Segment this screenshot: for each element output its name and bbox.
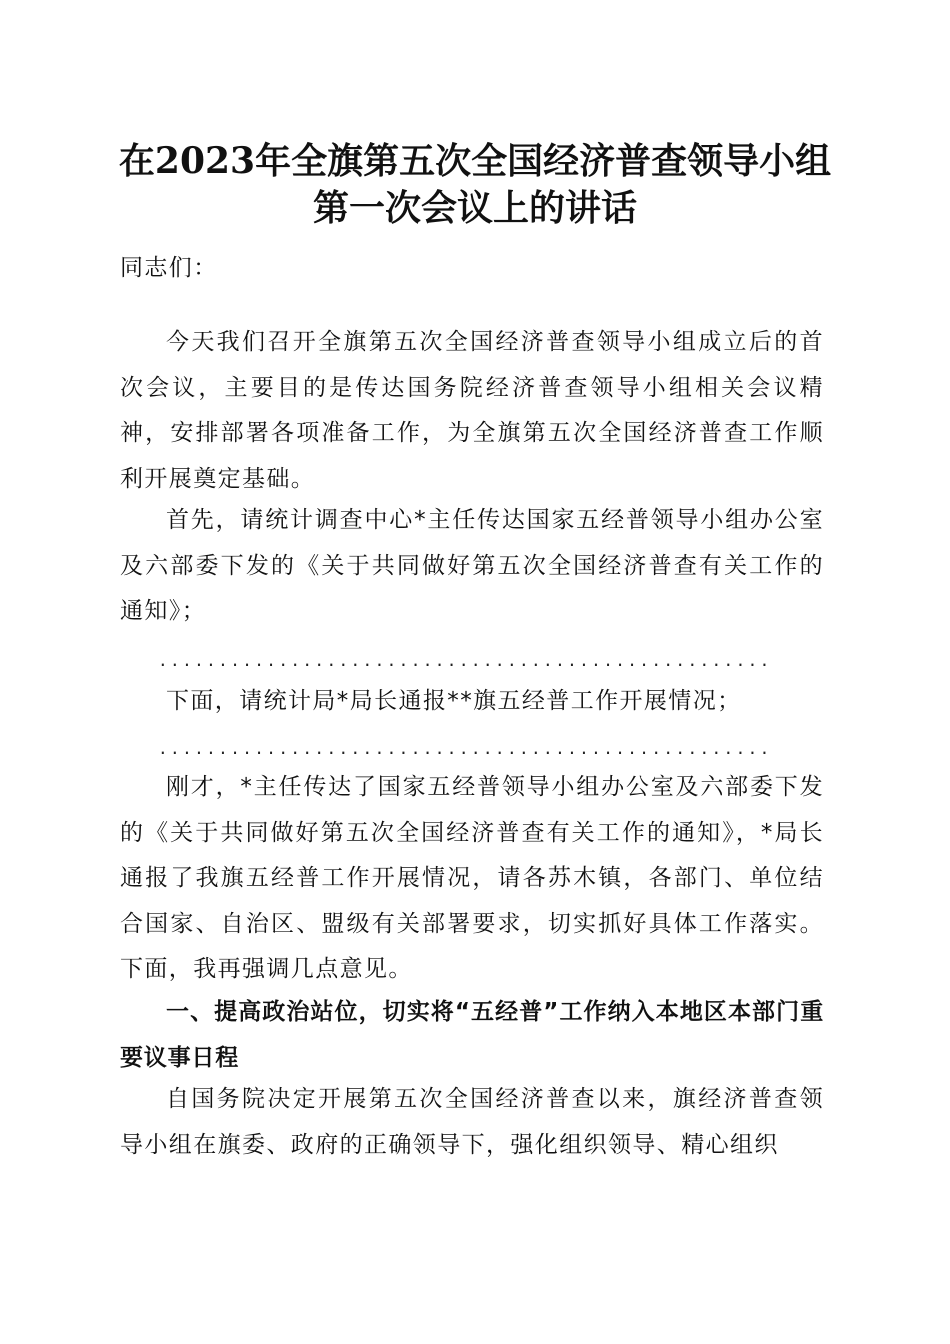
- paragraph-second-agenda: 下面，请统计局*局长通报**旗五经普工作开展情况；: [166, 688, 742, 714]
- section-heading-1: 一、提高政治站位，切实将“五经普”工作纳入本地区本部门重要议事日程: [120, 999, 824, 1071]
- ellipsis-separator-2: ...................................................: [158, 743, 772, 755]
- ellipsis-separator-1: ...................................................: [158, 655, 772, 667]
- paragraph-opening: 今天我们召开全旗第五次全国经济普查领导小组成立后的首次会议，主要目的是传达国务院经济普查领导小组相关会议精神，安排部署各项准备工作，为全旗第五次全国经济普查工作顺利开展奠定基础。: [120, 329, 824, 492]
- salutation: 同志们：: [120, 255, 218, 281]
- paragraph-summary: 刚才，*主任传达了国家五经普领导小组办公室及六部委下发的《关于共同做好第五次全国经济普查有关工作的通知》，*局长通报了我旗五经普工作开展情况，请各苏木镇，各部门、单位结合国家、自治区、盟级有关部署要求，切实抓好具体工作落实。下面，我再强调几点意见。: [120, 774, 824, 982]
- document-title-line-2: 第一次会议上的讲话: [312, 187, 637, 229]
- document-title-line-1: 在2023年全旗第五次全国经济普查领导小组: [118, 140, 832, 182]
- paragraph-section-1: 自国务院决定开展第五次全国经济普查以来，旗经济普查领导小组在旗委、政府的正确领导下，强化组织领导、精心组织: [120, 1086, 824, 1158]
- paragraph-first-agenda: 首先，请统计调查中心*主任传达国家五经普领导小组办公室及六部委下发的《关于共同做好第五次全国经济普查有关工作的通知》；: [120, 507, 824, 624]
